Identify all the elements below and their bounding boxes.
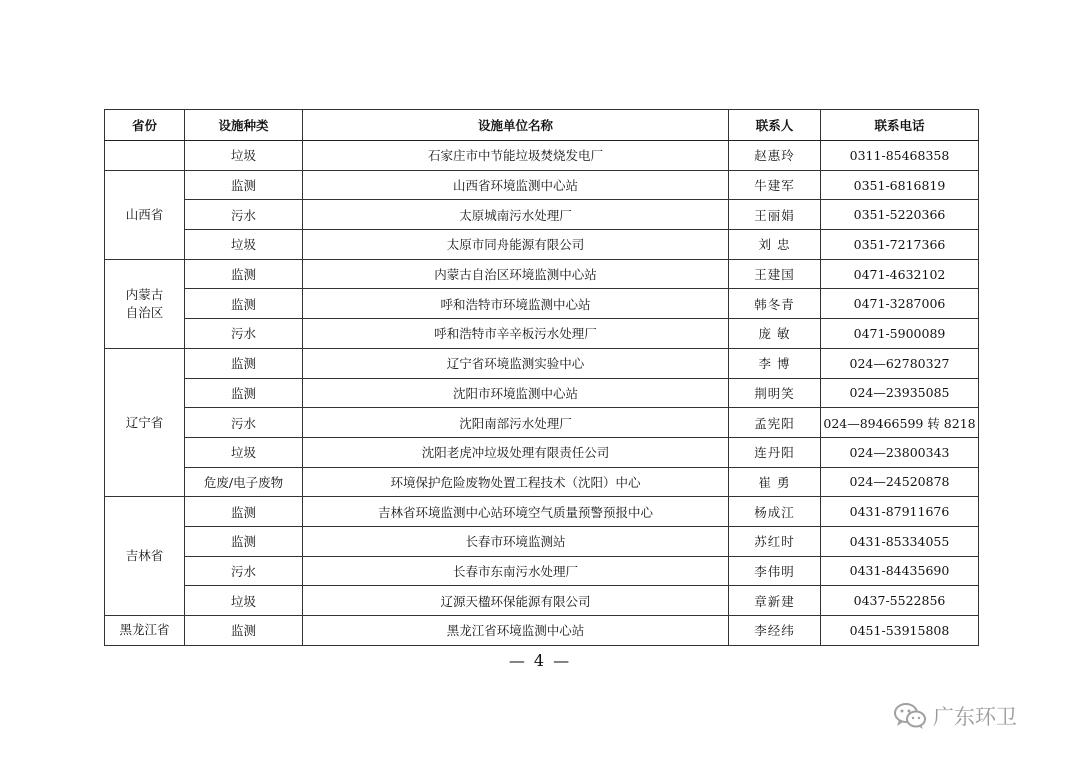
contact-cell: 杨成江 [729, 497, 821, 527]
table-row [105, 378, 979, 408]
facility-type-cell: 监测 [185, 348, 303, 378]
facility-name-cell: 呼和浩特市辛辛板污水处理厂 [303, 319, 729, 349]
contact-cell: 庞 敏 [729, 319, 821, 349]
phone-cell: 0471-4632102 [821, 259, 979, 289]
facility-type-cell: 污水 [185, 556, 303, 586]
contact-cell: 苏红时 [729, 526, 821, 556]
facility-name-cell: 内蒙古自治区环境监测中心站 [303, 259, 729, 289]
table-row [105, 230, 979, 260]
phone-cell: 0437-5522856 [821, 586, 979, 616]
phone-cell: 0471-5900089 [821, 319, 979, 349]
province-cell: 内蒙古自治区 [105, 259, 185, 348]
facility-type-cell: 监测 [185, 616, 303, 646]
facility-name-cell: 石家庄市中节能垃圾焚烧发电厂 [303, 141, 729, 171]
table-row [105, 586, 979, 616]
table-row [105, 437, 979, 467]
table-row [105, 556, 979, 586]
contact-cell: 李 博 [729, 348, 821, 378]
header-facility-type: 设施种类 [185, 110, 303, 141]
table-row [105, 408, 979, 438]
contact-cell: 牛建军 [729, 170, 821, 200]
phone-cell: 0431-85334055 [821, 526, 979, 556]
contact-cell: 连丹阳 [729, 437, 821, 467]
table-row [105, 348, 979, 378]
facility-type-cell: 污水 [185, 200, 303, 230]
phone-cell: 0351-6816819 [821, 170, 979, 200]
facilities-table [104, 109, 979, 646]
phone-cell: 024—23935085 [821, 378, 979, 408]
phone-cell: 0451-53915808 [821, 616, 979, 646]
phone-cell: 0431-84435690 [821, 556, 979, 586]
facility-name-cell: 黑龙江省环境监测中心站 [303, 616, 729, 646]
facility-type-cell: 垃圾 [185, 586, 303, 616]
facility-name-cell: 太原市同舟能源有限公司 [303, 230, 729, 260]
facility-name-cell: 长春市环境监测站 [303, 526, 729, 556]
table-row [105, 497, 979, 527]
watermark-text: 广东环卫 [933, 705, 1017, 729]
phone-cell: 0351-5220366 [821, 200, 979, 230]
facility-type-cell: 监测 [185, 526, 303, 556]
contact-cell: 王丽娟 [729, 200, 821, 230]
table-body [105, 110, 979, 646]
header-row [105, 110, 979, 141]
phone-cell: 0431-87911676 [821, 497, 979, 527]
facility-name-cell: 呼和浩特市环境监测中心站 [303, 289, 729, 319]
facility-name-cell: 沈阳老虎冲垃圾处理有限责任公司 [303, 437, 729, 467]
table-row [105, 319, 979, 349]
contact-cell: 李伟明 [729, 556, 821, 586]
table-row [105, 200, 979, 230]
province-cell: 吉林省 [105, 497, 185, 616]
facility-name-cell: 辽源天楹环保能源有限公司 [303, 586, 729, 616]
table-row [105, 526, 979, 556]
province-cell: 黑龙江省 [105, 616, 185, 646]
table-row [105, 259, 979, 289]
phone-cell: 0351-7217366 [821, 230, 979, 260]
contact-cell: 章新建 [729, 586, 821, 616]
facility-name-cell: 山西省环境监测中心站 [303, 170, 729, 200]
contact-cell: 李经纬 [729, 616, 821, 646]
facility-name-cell: 环境保护危险废物处置工程技术（沈阳）中心 [303, 467, 729, 497]
facility-type-cell: 垃圾 [185, 141, 303, 171]
header-contact: 联系人 [729, 110, 821, 141]
facility-name-cell: 长春市东南污水处理厂 [303, 556, 729, 586]
facility-type-cell: 垃圾 [185, 230, 303, 260]
phone-cell: 0471-3287006 [821, 289, 979, 319]
header-province: 省份 [105, 110, 185, 141]
contact-cell: 崔 勇 [729, 467, 821, 497]
wechat-icon [893, 701, 927, 731]
facility-name-cell: 辽宁省环境监测实验中心 [303, 348, 729, 378]
table-row [105, 467, 979, 497]
contact-cell: 刘 忠 [729, 230, 821, 260]
contact-cell: 王建国 [729, 259, 821, 289]
facility-type-cell: 污水 [185, 408, 303, 438]
phone-cell: 024—62780327 [821, 348, 979, 378]
facility-type-cell: 监测 [185, 497, 303, 527]
facility-name-cell: 太原城南污水处理厂 [303, 200, 729, 230]
phone-cell: 024—23800343 [821, 437, 979, 467]
province-cell [105, 141, 185, 171]
page-number: — 4 — [508, 651, 572, 670]
table-row [105, 170, 979, 200]
facility-name-cell: 沈阳市环境监测中心站 [303, 378, 729, 408]
contact-cell: 荆明笑 [729, 378, 821, 408]
facility-type-cell: 监测 [185, 259, 303, 289]
watermark [893, 698, 1017, 734]
facility-type-cell: 监测 [185, 289, 303, 319]
phone-cell: 024—24520878 [821, 467, 979, 497]
province-cell: 山西省 [105, 170, 185, 259]
table-row [105, 289, 979, 319]
phone-cell: 024—89466599 转 8218 [821, 408, 979, 438]
facility-type-cell: 监测 [185, 378, 303, 408]
contact-cell: 赵惠玲 [729, 141, 821, 171]
facility-type-cell: 危废/电子废物 [185, 467, 303, 497]
facility-name-cell: 沈阳南部污水处理厂 [303, 408, 729, 438]
contact-cell: 孟宪阳 [729, 408, 821, 438]
contact-cell: 韩冬青 [729, 289, 821, 319]
facility-type-cell: 污水 [185, 319, 303, 349]
facility-type-cell: 监测 [185, 170, 303, 200]
province-cell: 辽宁省 [105, 348, 185, 496]
header-phone: 联系电话 [821, 110, 979, 141]
table-row [105, 141, 979, 171]
facility-name-cell: 吉林省环境监测中心站环境空气质量预警预报中心 [303, 497, 729, 527]
header-facility-name: 设施单位名称 [303, 110, 729, 141]
facility-type-cell: 垃圾 [185, 437, 303, 467]
table-row [105, 616, 979, 646]
phone-cell: 0311-85468358 [821, 141, 979, 171]
